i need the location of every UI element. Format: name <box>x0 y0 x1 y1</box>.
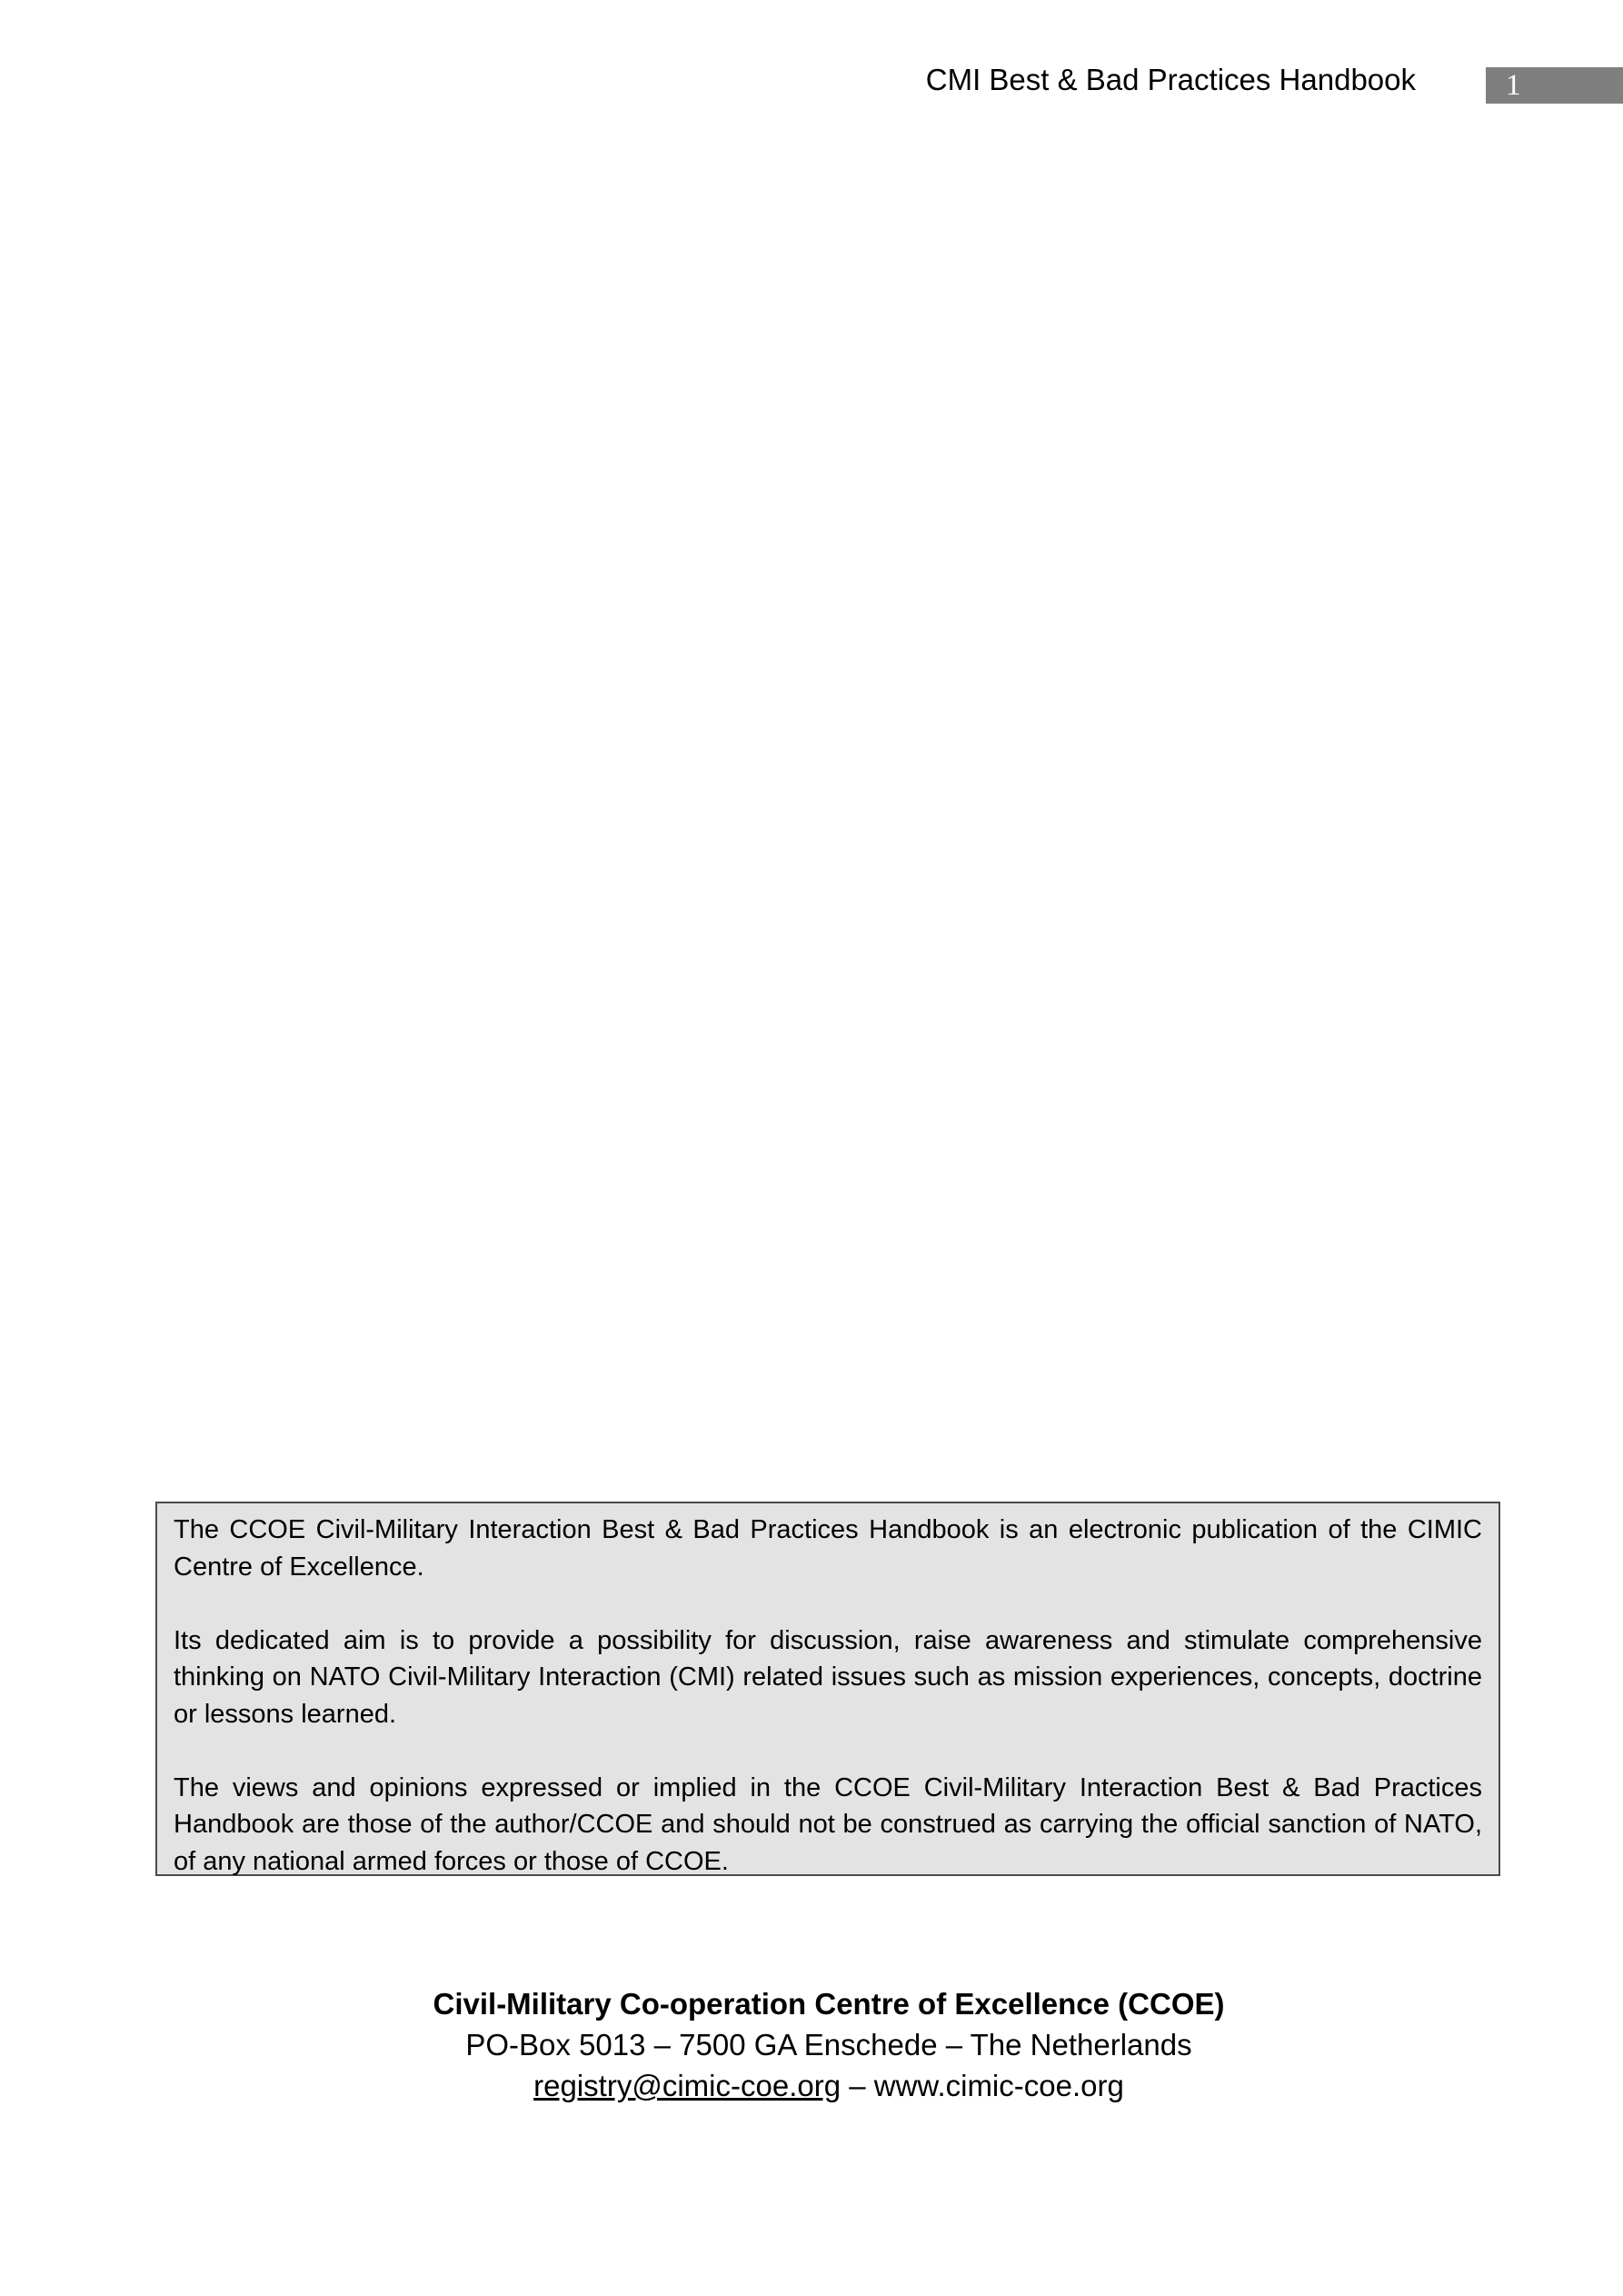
disclaimer-box <box>155 1502 1500 1876</box>
disclaimer-paragraph: The views and opinions expressed or implied in the CCOE Civil-Military Interaction Best & Bad Practices Handbook are those of the author/CCOE and should not be construed as carrying the official sanction of NATO, of any national armed forces or those of CCOE. <box>174 1772 1482 1876</box>
page-number-tab <box>1486 67 1623 104</box>
publisher-contact <box>0 1983 1623 2106</box>
page-number: 1 <box>1506 69 1521 102</box>
email-link[interactable]: registry@cimic-coe.org <box>533 2069 841 2102</box>
publisher-name: Civil-Military Co-operation Centre of Excellence (CCOE) <box>433 1987 1225 2021</box>
link-separator: – <box>841 2069 874 2102</box>
publisher-links <box>0 2065 1623 2106</box>
website-link[interactable]: www.cimic-coe.org <box>873 2069 1124 2102</box>
disclaimer-paragraph: The CCOE Civil-Military Interaction Best & Bad Practices Handbook is an electronic publication of the CIMIC Centre of Excellence. <box>174 1515 1482 1582</box>
publisher-address: PO-Box 5013 – 7500 GA Enschede – The Netherlands <box>465 2028 1192 2061</box>
disclaimer-paragraph: Its dedicated aim is to provide a possibility for discussion, raise awareness and stimulate comprehensive thinking on NATO Civil-Military Interaction (CMI) related issues such as mission experiences, concepts, doctrine or lessons learned. <box>174 1625 1482 1729</box>
running-header-title: CMI Best & Bad Practices Handbook <box>925 63 1416 96</box>
